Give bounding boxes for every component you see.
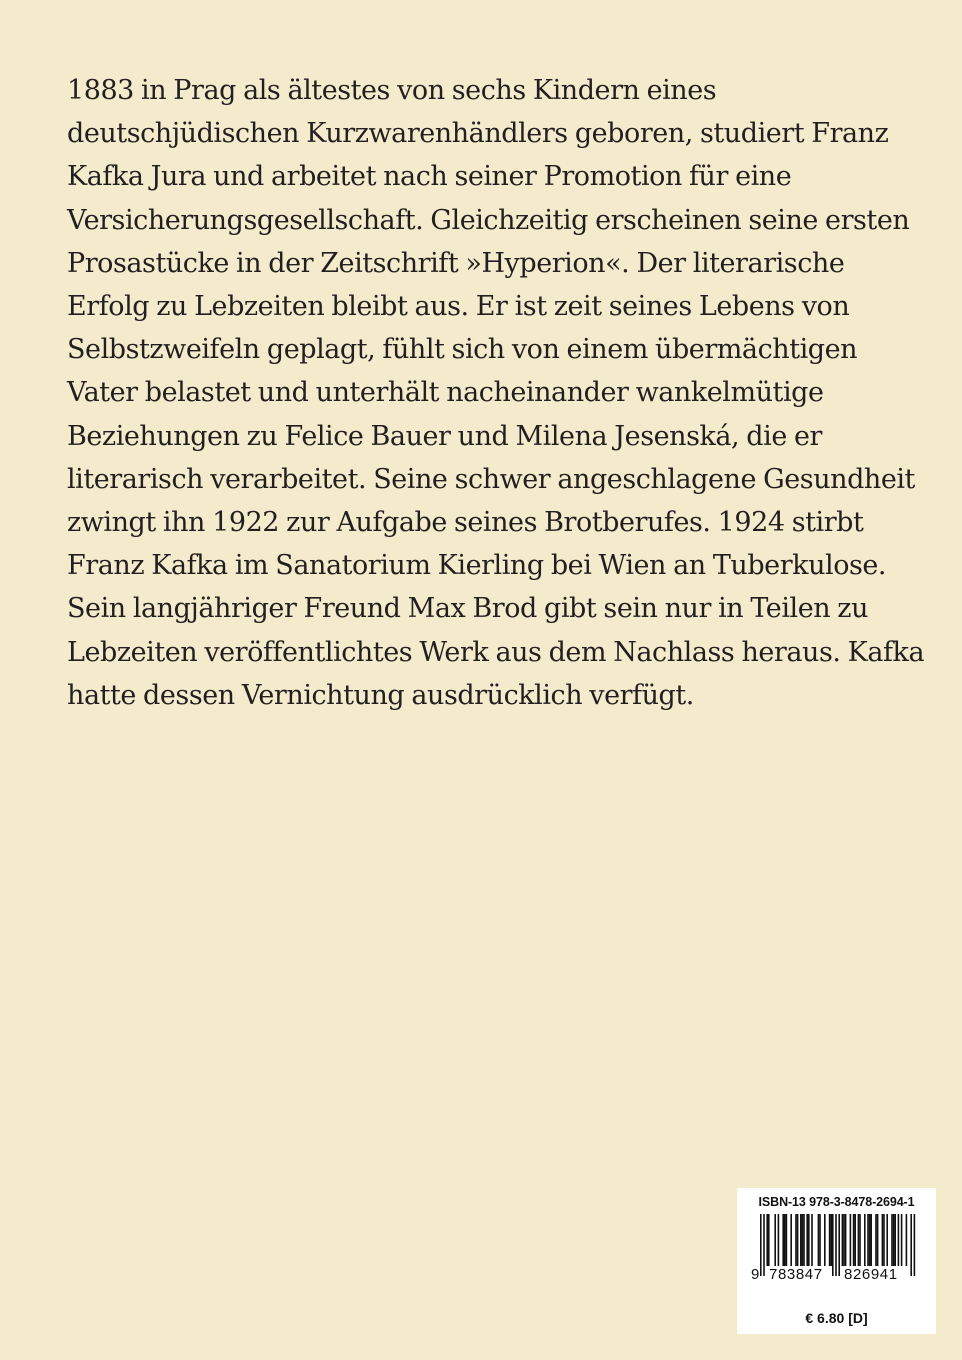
blurb-line: Versicherungsgesellschaft. Gleichzeitig erscheinen seine ersten [67, 204, 910, 236]
barcode-digits-right: 826941 [844, 1266, 898, 1283]
isbn-barcode-panel [737, 1188, 936, 1334]
blurb-line: Erfolg zu Lebzeiten bleibt aus. Er ist zeit seines Lebens von [67, 291, 850, 323]
barcode-digits-first: 9 [751, 1266, 760, 1283]
blurb-line: hatte dessen Vernichtung ausdrücklich verfügt. [67, 679, 694, 711]
price-label: € 6.80 [D] [805, 1310, 868, 1326]
blurb-line: Beziehungen zu Felice Bauer und Milena Jesenská, die er [67, 420, 822, 452]
blurb-line: Sein langjähriger Freund Max Brod gibt sein nur in Teilen zu [67, 593, 869, 625]
blurb-line: Lebzeiten veröffentlichtes Werk aus dem Nachlass heraus. Kafka [67, 636, 925, 668]
blurb-line: Franz Kafka im Sanatorium Kierling bei Wien an Tuberkulose. [67, 550, 887, 582]
blurb-line: deutschjüdischen Kurzwarenhändlers geboren, studiert Franz [67, 118, 889, 150]
back-cover-blurb [67, 69, 925, 717]
blurb-line: Vater belastet und unterhält nacheinander wankelmütige [67, 377, 824, 409]
blurb-line: zwingt ihn 1922 zur Aufgabe seines Brotberufes. 1924 stirbt [67, 507, 864, 539]
blurb-line: literarisch verarbeitet. Seine schwer angeschlagene Gesundheit [67, 463, 915, 495]
blurb-line: Prosastücke in der Zeitschrift »Hyperion«. Der literarische [67, 247, 845, 279]
blurb-line: 1883 in Prag als ältestes von sechs Kindern eines [67, 75, 717, 106]
blurb-line: Selbstzweifeln geplagt, fühlt sich von einem übermächtigen [67, 334, 858, 366]
barcode-digits-left: 783847 [769, 1266, 823, 1283]
blurb-line: Kafka Jura und arbeitet nach seiner Promotion für eine [67, 161, 792, 193]
isbn-label: ISBN-13 978-3-8478-2694-1 [758, 1195, 915, 1209]
